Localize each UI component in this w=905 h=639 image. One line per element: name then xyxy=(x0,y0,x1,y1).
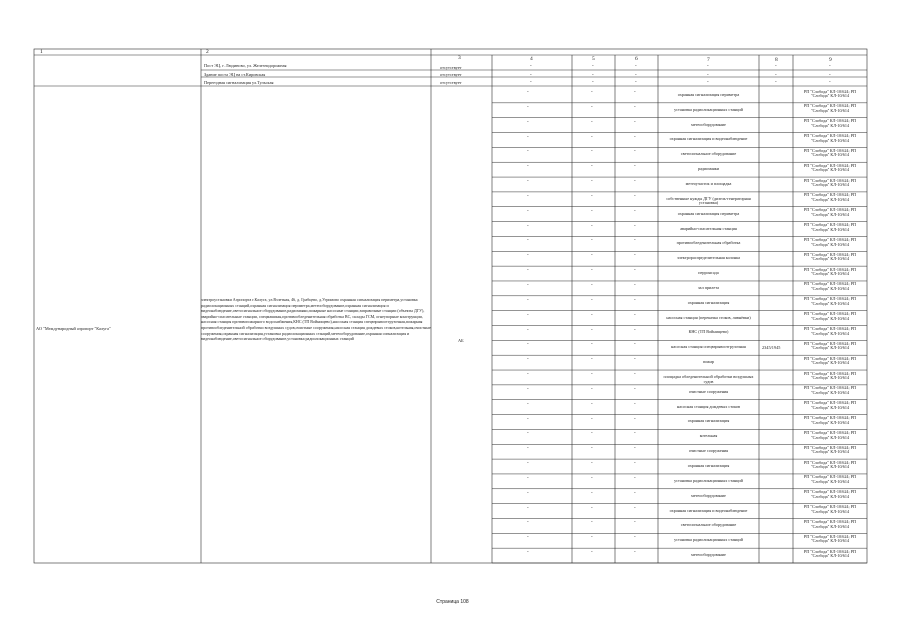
row-reference: РП "Слобода" КЛ-10/624; РП "Слобода" КЛ-10/614 xyxy=(803,548,857,559)
row-label: пожар xyxy=(702,359,715,365)
code-ab: АБ xyxy=(458,338,464,343)
row-dash-col5: - xyxy=(591,372,593,378)
row-dash-col6: - xyxy=(634,282,636,288)
top-dash: - xyxy=(775,64,777,69)
row-label: насосная станция спецвзрывоотгрузочная xyxy=(671,344,746,350)
row-reference: РП "Слобода" КЛ-10/624; РП "Слобода" КЛ-10/614 xyxy=(803,533,857,544)
row-dash-col5: - xyxy=(591,342,593,348)
row-label: зал прилета xyxy=(698,284,719,290)
row-dash-col4: - xyxy=(527,149,529,155)
row-dash-col5: - xyxy=(591,268,593,274)
row-dash-col4: - xyxy=(527,386,529,392)
row-label: охранная сигнализация и видеонаблюдение xyxy=(669,136,748,142)
col-header-7: 7 xyxy=(707,57,710,63)
col-header-5: 5 xyxy=(592,56,595,62)
row-reference: РП "Слобода" КЛ-10/624; РП "Слобода" КЛ-10/614 xyxy=(803,326,857,336)
row-dash-col4: - xyxy=(527,179,529,185)
row-label: установка радиолокационных станций xyxy=(674,106,743,112)
row-reference: РП "Слобода" КЛ-10/624; РП "Слобода" КЛ-10/614 xyxy=(803,266,857,277)
top-dash: - xyxy=(775,73,777,78)
row-reference: РП "Слобода" КЛ-10/624; РП "Слобода" КЛ-10/614 xyxy=(803,162,857,173)
row-dash-col5: - xyxy=(591,282,593,288)
top-dash: - xyxy=(530,80,532,85)
row-dash-col5: - xyxy=(591,431,593,437)
row-dash-col5: - xyxy=(591,505,593,511)
row-dash-col6: - xyxy=(634,104,636,110)
row-dash-col5: - xyxy=(591,535,593,541)
row-dash-col5: - xyxy=(591,223,593,229)
row-reference: РП "Слобода" КЛ-10/624; РП "Слобода" КЛ-10/614 xyxy=(803,370,857,381)
object-description: электроустановки Аэропорта г.Калуга, ул.Взлетная, 46, д. Грабцево, д.Угримово охранная сигнализация периметра,установка радиолокационных станций,охранная сигнализация периметра,метеооборудование,охранная сигнализация и видеонаблюдение,светосигнальное оборудование,радиомаяки,пожарные насосные станции,заправочные станции (объекты ДГУ), аварийно-спасательные станции, спецмашины,противообледенительная обработка ВС, склады ГСМ, огнеупорные конструкции, насосная станция противопожарного водоснабжения,КНС (ТП Войнищево),насосная станция спецвзрывоотгрузочная,пожарная противообледенительной обработки воздушных судов,очистные сооружения,насосная станция дождевых стоков,котельная,очистные сооружения,охранная сигнализация,установка радиолокационных станций,метеооборудование,охранная сигнализация и видеонаблюдение,светосигнальное оборудование,установка радиолокационных станций xyxy=(201,297,431,342)
col-header-6: 6 xyxy=(635,56,638,62)
row-reference: РП "Слобода" КЛ-10/624; РП "Слобода" КЛ-10/614 xyxy=(803,118,857,128)
row-reference: РП "Слобода" КЛ-10/624; РП "Слобода" КЛ-10/614 xyxy=(803,444,857,455)
row-label: площадка обледенительной обработки воздушных судов xyxy=(663,373,754,384)
row-dash-col6: - xyxy=(634,416,636,422)
row-dash-col6: - xyxy=(634,90,636,95)
row-dash-col6: - xyxy=(634,134,636,140)
row-label: светосигнальное оборудование xyxy=(680,522,737,528)
row-reference: РП "Слобода" КЛ-10/624; РП "Слобода" КЛ-10/614 xyxy=(803,177,857,188)
row-reference: РП "Слобода" КЛ-10/624; РП "Слобода" КЛ-10/614 xyxy=(803,340,857,351)
top-dash: - xyxy=(592,64,594,69)
row-dash-col4: - xyxy=(527,268,529,274)
row-dash-col5: - xyxy=(591,490,593,496)
row-label: насосная станция (перекачка стоков, ливнёвки) xyxy=(666,314,751,320)
row-reference: РП "Слобода" КЛ-10/624; РП "Слобода" КЛ-10/614 xyxy=(803,504,857,514)
top-dash: - xyxy=(530,73,532,78)
top-dash: - xyxy=(635,64,637,69)
row-dash-col4: - xyxy=(527,297,529,303)
row-dash-col5: - xyxy=(591,149,593,155)
top-dash: - xyxy=(707,73,709,78)
row-dash-col5: - xyxy=(591,179,593,185)
row-dash-col4: - xyxy=(527,505,529,511)
row-reference: РП "Слобода" КЛ-10/624; РП "Слобода" КЛ-10/614 xyxy=(803,518,857,529)
row-dash-col4: - xyxy=(527,193,529,199)
row-dash-col5: - xyxy=(591,238,593,244)
row-reference: РП "Слобода" КЛ-10/624; РП "Слобода" КЛ-10/614 xyxy=(803,474,857,485)
row-dash-col4: - xyxy=(527,535,529,541)
row-dash-col5: - xyxy=(591,401,593,407)
top-row-name-1: Пост ЭЦ, г. Людиново, ул. Железнодорожная xyxy=(204,63,287,68)
row-reference: РП "Слобода" КЛ-10/624; РП "Слобода" КЛ-10/614 xyxy=(803,281,857,292)
row-reference: РП "Слобода" КЛ-10/624; РП "Слобода" КЛ-10/614 xyxy=(803,355,857,366)
row-dash-col4: - xyxy=(527,327,529,333)
row-dash-col5: - xyxy=(591,193,593,199)
top-dash: - xyxy=(829,80,831,85)
row-label: охранная сигнализация периметра xyxy=(677,210,740,216)
row-reference: РП "Слобода" КЛ-10/624; РП "Слобода" КЛ-10/614 xyxy=(803,311,857,321)
row-dash-col6: - xyxy=(634,431,636,437)
row-dash-col4: - xyxy=(527,134,529,140)
row-dash-col6: - xyxy=(634,193,636,199)
row-dash-col6: - xyxy=(634,535,636,541)
row-dash-col4: - xyxy=(527,372,529,378)
row-label: охранная сигнализация периметра xyxy=(677,91,740,97)
row-dash-col4: - xyxy=(527,238,529,244)
top-dash: - xyxy=(530,64,532,69)
col-header-8: 8 xyxy=(775,57,778,63)
row-reference: РП "Слобода" КЛ-10/624; РП "Слобода" КЛ-10/614 xyxy=(803,296,857,306)
row-label: охранная сигнализация и видеонаблюдение xyxy=(669,507,748,513)
row-reference: РП "Слобода" КЛ-10/624; РП "Слобода" КЛ-10/614 xyxy=(803,400,857,410)
top-dash: - xyxy=(775,80,777,85)
row-reference: РП "Слобода" КЛ-10/624; РП "Слобода" КЛ-10/614 xyxy=(803,429,857,440)
top-dash: - xyxy=(829,64,831,69)
row-dash-col6: - xyxy=(634,119,636,125)
row-dash-col4: - xyxy=(527,520,529,526)
row-label: очистные сооружения xyxy=(688,448,729,454)
col-header-3: 3 xyxy=(458,55,461,61)
row-dash-col6: - xyxy=(634,297,636,303)
row-dash-col6: - xyxy=(634,475,636,481)
row-dash-col6: - xyxy=(634,179,636,185)
row-dash-col5: - xyxy=(591,357,593,363)
row-dash-col4: - xyxy=(527,312,529,318)
top-row-status-3: отсутствует xyxy=(440,80,462,85)
row-label: очистные сооружения xyxy=(688,388,729,394)
row-dash-col5: - xyxy=(591,520,593,526)
row-dash-col5: - xyxy=(591,475,593,481)
row-label: установка радиолокационных станций xyxy=(674,537,743,543)
row-dash-col6: - xyxy=(634,372,636,378)
row-dash-col6: - xyxy=(634,238,636,244)
row-label: охранная сигнализация xyxy=(687,418,730,424)
top-row-name-3: Переездная сигнализация ул.Тульская xyxy=(204,80,274,85)
row-dash-col5: - xyxy=(591,386,593,392)
row-dash-col6: - xyxy=(634,520,636,526)
row-dash-col5: - xyxy=(591,253,593,259)
row-dash-col4: - xyxy=(527,357,529,363)
row-dash-col6: - xyxy=(634,253,636,259)
row-dash-col5: - xyxy=(591,164,593,170)
row-reference: РП "Слобода" КЛ-10/624; РП "Слобода" КЛ-10/614 xyxy=(803,207,857,217)
top-dash: - xyxy=(635,73,637,78)
row-label: установка радиолокационных станций xyxy=(674,477,743,483)
row-dash-col6: - xyxy=(634,550,636,556)
row-label: метеооборудование xyxy=(691,552,726,558)
row-label: светосигнальное оборудование xyxy=(680,151,737,157)
row-reference: РП "Слобода" КЛ-10/624; РП "Слобода" КЛ-10/614 xyxy=(803,192,857,202)
row-dash-col5: - xyxy=(591,461,593,467)
row-reference: РП "Слобода" КЛ-10/624; РП "Слобода" КЛ-10/614 xyxy=(803,133,857,143)
row-label: охранная сигнализация xyxy=(687,463,730,469)
row-dash-col6: - xyxy=(634,505,636,511)
row-dash-col5: - xyxy=(591,297,593,303)
top-dash: - xyxy=(592,80,594,85)
row-reference: РП "Слобода" КЛ-10/624; РП "Слобода" КЛ-10/614 xyxy=(803,147,857,158)
col-header-2: 2 xyxy=(206,49,209,55)
row-dash-col4: - xyxy=(527,104,529,110)
row-reference: РП "Слобода" КЛ-10/624; РП "Слобода" КЛ-10/614 xyxy=(803,236,857,247)
row-reference: РП "Слобода" КЛ-10/624; РП "Слобода" КЛ-10/614 xyxy=(803,489,857,499)
row-label: электрораспределительная колонка xyxy=(677,255,740,261)
row-reference: РП "Слобода" КЛ-10/624; РП "Слобода" КЛ-10/614 xyxy=(803,222,857,232)
row-dash-col4: - xyxy=(527,90,529,95)
row-label: метеоучасток и площадка xyxy=(685,180,732,186)
col-header-1: 1 xyxy=(40,49,43,55)
col-header-9: 9 xyxy=(829,57,832,63)
top-dash: - xyxy=(829,73,831,78)
top-dash: - xyxy=(707,80,709,85)
row-dash-col5: - xyxy=(591,446,593,452)
row-label: метеооборудование xyxy=(691,492,726,498)
row-label: охранная сигнализация xyxy=(687,299,730,305)
row-dash-col6: - xyxy=(634,357,636,363)
row-reference: РП "Слобода" КЛ-10/624; РП "Слобода" КЛ-10/614 xyxy=(803,459,857,470)
row-reference: РП "Слобода" КЛ-10/624; РП "Слобода" КЛ-10/614 xyxy=(803,103,857,113)
row-dash-col6: - xyxy=(634,208,636,214)
row-reference: РП "Слобода" КЛ-10/624; РП "Слобода" КЛ-10/614 xyxy=(803,385,857,395)
row-dash-col5: - xyxy=(591,550,593,556)
row-label: противообледенительная обработка xyxy=(676,240,741,246)
page-footer: Страница 108 xyxy=(436,599,469,605)
row-dash-col4: - xyxy=(527,550,529,556)
row-dash-col6: - xyxy=(634,342,636,348)
row-dash-col4: - xyxy=(527,461,529,467)
row-dash-col4: - xyxy=(527,342,529,348)
top-row-status-2: отсутствует xyxy=(440,72,462,77)
row-dash-col6: - xyxy=(634,149,636,155)
row-reference: РП "Слобода" КЛ-10/624; РП "Слобода" КЛ-10/614 xyxy=(803,251,857,262)
row-dash-col5: - xyxy=(591,104,593,110)
row-label: метеооборудование xyxy=(691,121,726,127)
row-dash-col4: - xyxy=(527,431,529,437)
row-label: котельная xyxy=(699,433,718,439)
row-dash-col6: - xyxy=(634,268,636,274)
row-dash-col4: - xyxy=(527,490,529,496)
top-dash: - xyxy=(592,73,594,78)
row-dash-col5: - xyxy=(591,208,593,214)
row-label: аварийно-спасательная станция xyxy=(680,225,737,231)
top-row-status-1: отсутствует xyxy=(440,65,462,70)
row-dash-col4: - xyxy=(527,223,529,229)
row-dash-col4: - xyxy=(527,282,529,288)
top-row-name-2: Здание поста ЭЦ на ст.Кировская xyxy=(204,72,266,77)
row-dash-col4: - xyxy=(527,446,529,452)
row-dash-col5: - xyxy=(591,327,593,333)
row-dash-col5: - xyxy=(591,90,593,95)
row-dash-col6: - xyxy=(634,490,636,496)
row-dash-col6: - xyxy=(634,327,636,333)
organization-name: АО "Международный аэропорт "Калуга" xyxy=(36,326,111,331)
record-number: 2345/1945 xyxy=(762,345,781,350)
row-dash-col4: - xyxy=(527,164,529,170)
row-label: собственные нужды ДГУ (дизель-генераторная установка) xyxy=(666,195,751,206)
row-dash-col5: - xyxy=(591,134,593,140)
row-dash-col6: - xyxy=(634,446,636,452)
row-dash-col4: - xyxy=(527,475,529,481)
row-dash-col5: - xyxy=(591,312,593,318)
row-dash-col4: - xyxy=(527,119,529,125)
row-label: насосная станция дождевых стоков xyxy=(677,403,740,409)
row-dash-col4: - xyxy=(527,416,529,422)
row-dash-col5: - xyxy=(591,119,593,125)
top-dash: - xyxy=(707,64,709,69)
row-reference: РП "Слобода" КЛ-10/624; РП "Слобода" КЛ-10/614 xyxy=(803,415,857,425)
col-header-4: 4 xyxy=(530,56,533,62)
row-dash-col4: - xyxy=(527,253,529,259)
row-dash-col6: - xyxy=(634,386,636,392)
row-dash-col6: - xyxy=(634,223,636,229)
row-dash-col4: - xyxy=(527,208,529,214)
row-dash-col6: - xyxy=(634,312,636,318)
row-dash-col6: - xyxy=(634,401,636,407)
row-reference: РП "Слобода" КЛ-10/624; РП "Слобода" КЛ-10/614 xyxy=(803,88,857,99)
row-dash-col4: - xyxy=(527,401,529,407)
row-label: перронсада xyxy=(698,270,719,276)
row-label: радиомаяки xyxy=(697,166,720,172)
top-dash: - xyxy=(635,80,637,85)
row-dash-col6: - xyxy=(634,461,636,467)
row-dash-col5: - xyxy=(591,416,593,422)
row-dash-col6: - xyxy=(634,164,636,170)
row-label: КНС (ТП Войнищево) xyxy=(688,329,729,335)
